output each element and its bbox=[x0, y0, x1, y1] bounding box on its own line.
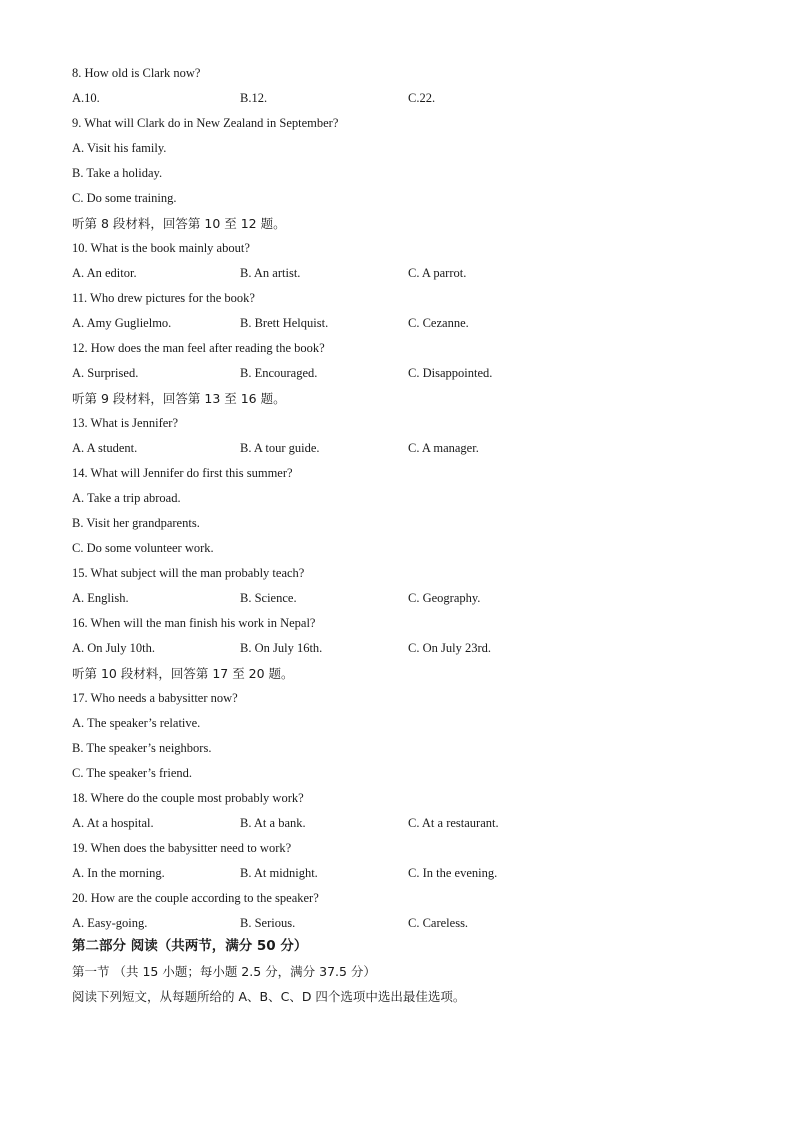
answer-option: A. Surprised. bbox=[72, 366, 139, 380]
answer-option: B. At midnight. bbox=[240, 866, 318, 880]
option-row bbox=[72, 436, 752, 461]
answer-option: C.22. bbox=[408, 91, 436, 105]
answer-option: B.12. bbox=[240, 91, 268, 105]
answer-option: C. Careless. bbox=[408, 916, 469, 930]
option-row bbox=[72, 861, 752, 886]
option-row bbox=[72, 361, 752, 386]
option-row bbox=[72, 261, 752, 286]
answer-option: A. Amy Guglielmo. bbox=[72, 316, 172, 330]
question-stem: 15. What subject will the man probably teach? bbox=[72, 566, 305, 580]
question-stem: 13. What is Jennifer? bbox=[72, 416, 178, 430]
question-stem: 16. When will the man finish his work in Nepal? bbox=[72, 616, 316, 630]
section-heading: 第一节 （共 15 小题；每小题 2.5 分，满分 37.5 分） bbox=[72, 964, 376, 979]
answer-option: B. Encouraged. bbox=[240, 366, 318, 380]
question-stem: 19. When does the babysitter need to work? bbox=[72, 841, 292, 855]
question-stem: 18. Where do the couple most probably work? bbox=[72, 791, 304, 805]
question-stem: 10. What is the book mainly about? bbox=[72, 241, 250, 255]
section-instruction: 听第 9 段材料，回答第 13 至 16 题。 bbox=[72, 391, 286, 406]
question-stem: 8. How old is Clark now? bbox=[72, 66, 201, 80]
reading-instruction: 阅读下列短文，从每题所给的 A、B、C、D 四个选项中选出最佳选项。 bbox=[72, 989, 466, 1004]
option-row bbox=[72, 636, 752, 661]
answer-option: B. Take a holiday. bbox=[72, 166, 163, 180]
answer-option: B. Science. bbox=[240, 591, 297, 605]
answer-option: A.10. bbox=[72, 91, 100, 105]
option-row bbox=[72, 86, 752, 111]
answer-option: C. Do some training. bbox=[72, 191, 177, 205]
answer-option: A. At a hospital. bbox=[72, 816, 154, 830]
question-stem: 9. What will Clark do in New Zealand in September? bbox=[72, 116, 339, 130]
answer-option: C. Geography. bbox=[408, 591, 481, 605]
answer-option: C. Do some volunteer work. bbox=[72, 541, 214, 555]
answer-option: A. An editor. bbox=[72, 266, 137, 280]
answer-option: A. Easy-going. bbox=[72, 916, 148, 930]
answer-option: B. A tour guide. bbox=[240, 441, 320, 455]
question-stem: 17. Who needs a babysitter now? bbox=[72, 691, 238, 705]
answer-option: C. Cezanne. bbox=[408, 316, 469, 330]
answer-option: A. Visit his family. bbox=[72, 141, 167, 155]
answer-option: C. In the evening. bbox=[408, 866, 498, 880]
answer-option: C. On July 23rd. bbox=[408, 641, 491, 655]
answer-option: A. A student. bbox=[72, 441, 138, 455]
answer-option: A. The speaker’s relative. bbox=[72, 716, 201, 730]
answer-option: B. Visit her grandparents. bbox=[72, 516, 200, 530]
answer-option: C. At a restaurant. bbox=[408, 816, 499, 830]
answer-option: A. On July 10th. bbox=[72, 641, 155, 655]
option-row bbox=[72, 811, 752, 836]
question-stem: 20. How are the couple according to the speaker? bbox=[72, 891, 319, 905]
answer-option: B. The speaker’s neighbors. bbox=[72, 741, 212, 755]
answer-option: A. Take a trip abroad. bbox=[72, 491, 181, 505]
question-stem: 12. How does the man feel after reading the book? bbox=[72, 341, 325, 355]
part-heading: 第二部分 阅读（共两节，满分 50 分） bbox=[72, 938, 308, 954]
answer-option: C. A manager. bbox=[408, 441, 479, 455]
answer-option: B. Serious. bbox=[240, 916, 296, 930]
answer-option: B. At a bank. bbox=[240, 816, 306, 830]
option-row bbox=[72, 311, 752, 336]
answer-option: B. An artist. bbox=[240, 266, 301, 280]
answer-option: C. A parrot. bbox=[408, 266, 467, 280]
answer-option: C. Disappointed. bbox=[408, 366, 493, 380]
section-instruction: 听第 10 段材料，回答第 17 至 20 题。 bbox=[72, 666, 294, 681]
answer-option: B. On July 16th. bbox=[240, 641, 323, 655]
question-stem: 11. Who drew pictures for the book? bbox=[72, 291, 255, 305]
section-instruction: 听第 8 段材料，回答第 10 至 12 题。 bbox=[72, 216, 286, 231]
answer-option: A. English. bbox=[72, 591, 129, 605]
answer-option: C. The speaker’s friend. bbox=[72, 766, 192, 780]
option-row bbox=[72, 586, 752, 611]
answer-option: B. Brett Helquist. bbox=[240, 316, 329, 330]
answer-option: A. In the morning. bbox=[72, 866, 165, 880]
option-row bbox=[72, 911, 752, 936]
question-stem: 14. What will Jennifer do first this summer? bbox=[72, 466, 293, 480]
